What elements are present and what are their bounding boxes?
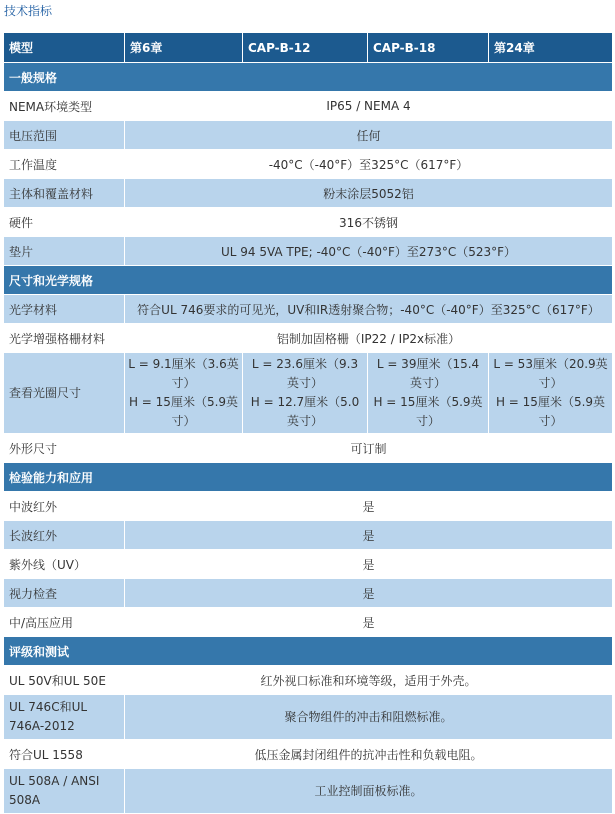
header-cap-b-12: CAP-B-12	[243, 33, 368, 63]
row-label: 硬件	[4, 208, 125, 237]
section-title: 一般规格	[4, 63, 613, 92]
aperture-cell: L = 39厘米（15.4英寸） H = 15厘米（5.9英寸）	[368, 353, 489, 434]
row-value: 任何	[125, 121, 613, 150]
row-label: 符合UL 1558	[4, 740, 125, 769]
row-value: 是	[125, 492, 613, 521]
row-value: UL 94 5VA TPE; -40°C（-40°F）至273°C（523°F）	[125, 237, 613, 266]
aperture-cell: L = 9.1厘米（3.6英寸） H = 15厘米（5.9英寸）	[125, 353, 243, 434]
table-header-row	[4, 33, 613, 63]
section-row	[4, 637, 613, 666]
header-ch6: 第6章	[125, 33, 243, 63]
section-title: 尺寸和光学规格	[4, 266, 613, 295]
table-row	[4, 434, 613, 463]
aperture-cell: L = 23.6厘米（9.3英寸） H = 12.7厘米（5.0英寸）	[243, 353, 368, 434]
row-label: NEMA环境类型	[4, 92, 125, 121]
row-label: 电压范围	[4, 121, 125, 150]
table-row	[4, 150, 613, 179]
row-value: 工业控制面板标准。	[125, 769, 613, 814]
section-row	[4, 63, 613, 92]
row-value: 是	[125, 550, 613, 579]
table-row	[4, 666, 613, 695]
row-label: 主体和覆盖材料	[4, 179, 125, 208]
table-row	[4, 353, 613, 434]
row-value: 铝制加固格栅（IP22 / IP2x标准）	[125, 324, 613, 353]
row-value: 红外视口标准和环境等级，适用于外壳。	[125, 666, 613, 695]
table-row	[4, 521, 613, 550]
row-label: 光学增强格栅材料	[4, 324, 125, 353]
row-label: 视力检查	[4, 579, 125, 608]
table-row	[4, 208, 613, 237]
table-row	[4, 550, 613, 579]
row-value: 符合UL 746要求的可见光，UV和IR透射聚合物；-40°C（-40°F）至325°C（617°F）	[125, 295, 613, 324]
table-row	[4, 608, 613, 637]
row-value: 316不锈钢	[125, 208, 613, 237]
row-label: 长波红外	[4, 521, 125, 550]
row-label: 工作温度	[4, 150, 125, 179]
row-label: 中波红外	[4, 492, 125, 521]
section-title: 检验能力和应用	[4, 463, 613, 492]
section-row	[4, 463, 613, 492]
row-label: UL 508A / ANSI 508A	[4, 769, 125, 814]
header-ch24: 第24章	[489, 33, 613, 63]
row-label: UL 50V和UL 50E	[4, 666, 125, 695]
row-label: 查看光圈尺寸	[4, 353, 125, 434]
row-label: 紫外线（UV）	[4, 550, 125, 579]
aperture-cell: L = 53厘米（20.9英寸） H = 15厘米（5.9英寸）	[489, 353, 613, 434]
table-row	[4, 324, 613, 353]
table-row	[4, 579, 613, 608]
table-row	[4, 92, 613, 121]
row-label: UL 746C和UL 746A-2012	[4, 695, 125, 740]
section-title: 评级和测试	[4, 637, 613, 666]
table-row	[4, 769, 613, 814]
row-value: -40°C（-40°F）至325°C（617°F）	[125, 150, 613, 179]
section-row	[4, 266, 613, 295]
table-row	[4, 237, 613, 266]
table-row	[4, 740, 613, 769]
header-model: 模型	[4, 33, 125, 63]
spec-table	[3, 32, 613, 814]
table-row	[4, 492, 613, 521]
row-label: 外形尺寸	[4, 434, 125, 463]
row-value: 低压金属封闭组件的抗冲击性和负载电阻。	[125, 740, 613, 769]
row-label: 光学材料	[4, 295, 125, 324]
table-row	[4, 121, 613, 150]
header-cap-b-18: CAP-B-18	[368, 33, 489, 63]
page-title: 技术指标	[4, 4, 53, 18]
row-value: 是	[125, 579, 613, 608]
row-label: 中/高压应用	[4, 608, 125, 637]
row-label: 垫片	[4, 237, 125, 266]
row-value: IP65 / NEMA 4	[125, 92, 613, 121]
row-value: 可订制	[125, 434, 613, 463]
row-value: 粉末涂层5052铝	[125, 179, 613, 208]
table-row	[4, 295, 613, 324]
row-value: 聚合物组件的冲击和阻燃标准。	[125, 695, 613, 740]
row-value: 是	[125, 521, 613, 550]
table-row	[4, 695, 613, 740]
table-row	[4, 179, 613, 208]
row-value: 是	[125, 608, 613, 637]
